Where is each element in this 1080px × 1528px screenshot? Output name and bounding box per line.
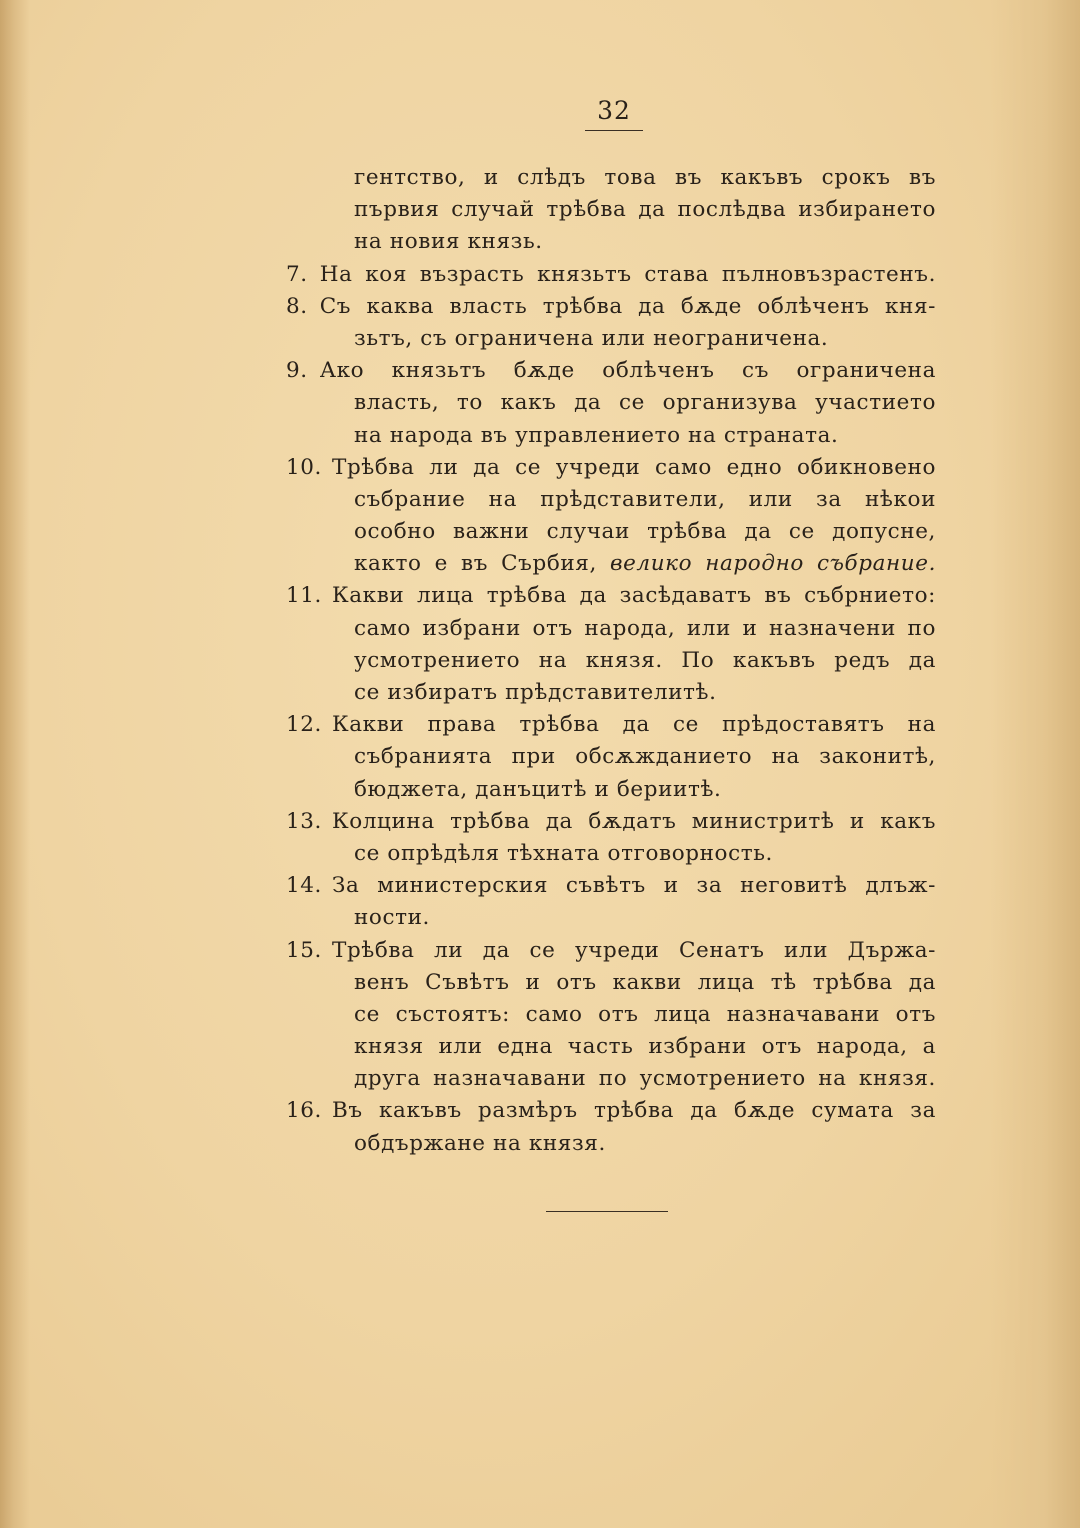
list-item-16: [286, 1095, 936, 1127]
list-item-11: [286, 580, 936, 612]
body-text: [286, 162, 936, 1160]
section-end-rule: [546, 1211, 668, 1212]
list-item-10: [286, 452, 936, 484]
text-line: първия случай трѣбва да послѣдва избирането: [354, 197, 936, 223]
text-line-with-italic: [286, 548, 936, 580]
text-line: се опрѣдѣля тѣхната отговорность.: [354, 840, 773, 866]
list-item-8: [286, 291, 936, 323]
text-line: На коя възрасть князьтъ става пълновъзрастенъ.: [319, 261, 936, 287]
text-line: събранията при обсѫжданието на законитѣ,: [354, 744, 936, 770]
text-line: Какви лица трѣбва да засѣдаватъ въ събрнието:: [332, 583, 936, 609]
text-fragment: както е въ Сърбия,: [354, 551, 597, 577]
text-line: гентство, и слѣдъ това въ какъвъ срокъ въ: [354, 165, 936, 190]
text-line: зьтъ, съ ограничена или неограничена.: [354, 325, 829, 351]
text-line: Трѣбва ли да се учреди само едно обикновено: [332, 454, 936, 480]
page-right-edge: [990, 0, 1080, 1528]
text-line: друга назначавани по усмотрението на князя.: [354, 1066, 936, 1092]
item-number: 9.: [286, 358, 308, 384]
list-item-12: [286, 709, 936, 741]
item-number: 13.: [286, 808, 322, 834]
text-line: се избиратъ прѣдставителитѣ.: [354, 680, 717, 705]
item-number: 15.: [286, 937, 322, 963]
list-item-9: [286, 355, 936, 387]
text-line: князя или една часть избрани отъ народа, а: [354, 1034, 936, 1060]
text-line: само избрани отъ народа, или и назначени по: [354, 615, 936, 641]
text-line: на новия князь.: [354, 229, 543, 255]
page-number-underline: [585, 130, 643, 131]
list-item-13: [286, 806, 936, 838]
text-line: Трѣбва ли да се учреди Сенатъ или Държа-: [332, 937, 936, 963]
text-line: Какви права трѣбва да се прѣдоставятъ на: [332, 712, 936, 738]
text-line: на народа въ управлението на страната.: [354, 422, 839, 448]
item-number: 12.: [286, 712, 322, 738]
italic-phrase: велико народно събрание.: [610, 551, 937, 577]
text-line: За министерския съвѣтъ и за неговитѣ длъж-: [332, 873, 936, 899]
text-line: Въ какъвъ размѣръ трѣбва да бѫде сумата за: [332, 1098, 936, 1124]
text-line: обдържане на князя.: [354, 1130, 606, 1156]
page-number: 32: [597, 96, 631, 125]
list-item-7: [286, 259, 936, 291]
list-item-14: [286, 870, 936, 902]
page-left-edge: [0, 0, 30, 1528]
item-number: 10.: [286, 454, 322, 480]
text-line: Съ каква власть трѣбва да бѫде облѣченъ кня-: [319, 293, 936, 319]
text-line: венъ Съвѣтъ и отъ какви лица тѣ трѣбва да: [354, 969, 936, 995]
text-line: се състоятъ: само отъ лица назначавани отъ: [354, 1001, 936, 1027]
item-number: 7.: [286, 261, 308, 287]
text-line: усмотрението на князя. По какъвъ редъ да: [354, 647, 936, 673]
item-number: 8.: [286, 293, 308, 319]
item-number: 11.: [286, 583, 322, 609]
text-line: бюджета, данъцитѣ и бериитѣ.: [354, 776, 722, 802]
text-line: власть, то какъ да се организува участието: [354, 390, 936, 416]
item-number: 14.: [286, 873, 322, 899]
text-line: Колцина трѣбва да бѫдатъ министритѣ и какъ: [332, 808, 936, 834]
text-line: особно важни случаи трѣбва да се допусне,: [354, 519, 936, 545]
text-line: Ако князьтъ бѫде облѣченъ съ ограничена: [319, 358, 936, 384]
text-line: ности.: [354, 905, 430, 931]
item-number: 16.: [286, 1098, 322, 1124]
text-line: събрание на прѣдставители, или за нѣкои: [354, 486, 936, 512]
list-item-15: [286, 935, 936, 967]
